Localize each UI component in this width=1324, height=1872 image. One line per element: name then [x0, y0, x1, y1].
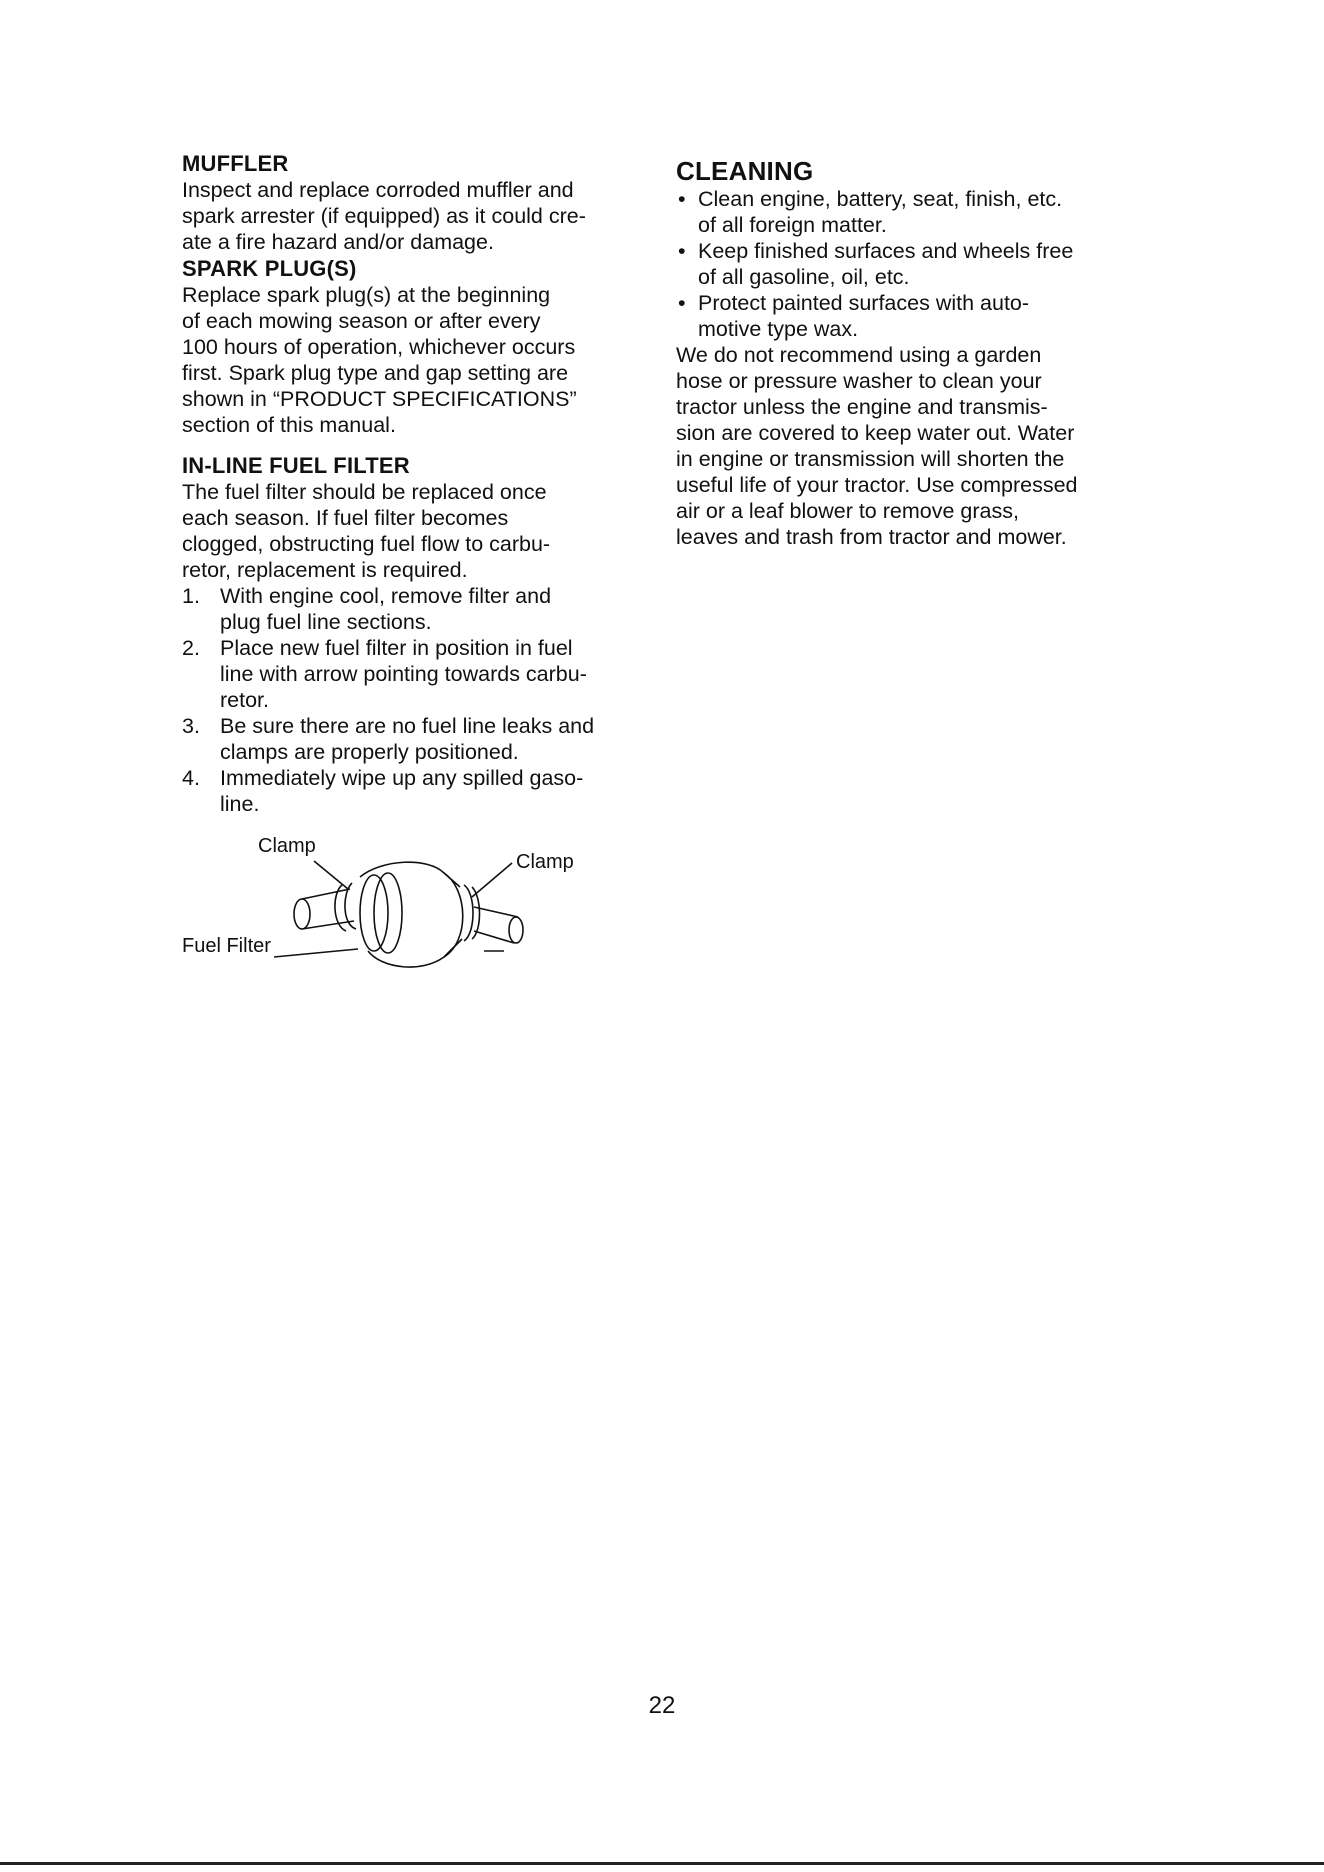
bullet-line: motive type wax.: [698, 317, 859, 341]
spark-plug-line: first. Spark plug type and gap setting are: [182, 361, 569, 385]
bullet-line: Keep finished surfaces and wheels free: [698, 239, 1074, 263]
spark-plug-line: Replace spark plug(s) at the beginning: [182, 283, 551, 307]
cleaning-line: sion are covered to keep water out. Water: [676, 421, 1075, 445]
muffler-heading: MUFFLER: [182, 151, 289, 176]
bullet-line: Clean engine, battery, seat, finish, etc.: [698, 187, 1063, 211]
step-item: [182, 713, 652, 765]
spark-plug-line: section of this manual.: [182, 413, 396, 437]
step-item: [182, 635, 652, 713]
fuel-filter-line: clogged, obstructing fuel flow to carbu-: [182, 532, 551, 556]
spark-plug-line: of each mowing season or after every: [182, 309, 541, 333]
spark-plug-heading: SPARK PLUG(S): [182, 256, 357, 281]
cleaning-line: leaves and trash from tractor and mower.: [676, 525, 1067, 549]
bullet-line: of all foreign matter.: [698, 213, 887, 237]
spark-plug-line: 100 hours of operation, whichever occurs: [182, 335, 576, 359]
fuel-filter-line: retor, replacement is required.: [182, 558, 468, 582]
bullet-icon: •: [678, 187, 686, 211]
step-number: 3.: [182, 714, 200, 738]
fuel-filter-diagram: [182, 833, 642, 973]
cleaning-line: hose or pressure washer to clean your: [676, 369, 1042, 393]
step-line: line.: [220, 792, 260, 816]
spark-plug-line: shown in “PRODUCT SPECIFICATIONS”: [182, 387, 577, 411]
fuel-filter-line: The fuel filter should be replaced once: [182, 480, 547, 504]
clamp-left-label: Clamp: [258, 835, 316, 857]
cleaning-heading: CLEANING: [676, 156, 814, 186]
muffler-line: spark arrester (if equipped) as it could cre-: [182, 204, 586, 228]
step-number: 4.: [182, 766, 200, 790]
fuel-filter-heading: IN-LINE FUEL FILTER: [182, 453, 410, 478]
muffler-line: ate a fire hazard and/or damage.: [182, 230, 494, 254]
step-line: line with arrow pointing towards carbu-: [220, 662, 587, 686]
clamp-right-label: Clamp: [516, 851, 574, 873]
bullet-icon: •: [678, 239, 686, 263]
step-line: clamps are properly positioned.: [220, 740, 519, 764]
fuel-filter-label: Fuel Filter: [182, 935, 271, 957]
right-column: [676, 150, 1156, 550]
cleaning-bullets: [676, 186, 1156, 342]
cleaning-line: tractor unless the engine and transmis-: [676, 395, 1048, 419]
step-item: [182, 765, 652, 817]
bullet-item: [676, 290, 1156, 342]
fuel-filter-steps: [182, 583, 652, 817]
cleaning-line: We do not recommend using a garden: [676, 343, 1042, 367]
muffler-line: Inspect and replace corroded muffler and: [182, 178, 574, 202]
step-line: Place new fuel filter in position in fuel: [220, 636, 573, 660]
page-number: 22: [648, 1692, 676, 1719]
cleaning-line: in engine or transmission will shorten the: [676, 447, 1065, 471]
step-item: [182, 583, 652, 635]
step-line: With engine cool, remove filter and: [220, 584, 552, 608]
step-line: plug fuel line sections.: [220, 610, 432, 634]
bullet-item: [676, 238, 1156, 290]
left-column: [182, 150, 652, 973]
cleaning-line: air or a leaf blower to remove grass,: [676, 499, 1019, 523]
cleaning-line: useful life of your tractor. Use compressed: [676, 473, 1078, 497]
bullet-line: of all gasoline, oil, etc.: [698, 265, 910, 289]
step-line: Immediately wipe up any spilled gaso-: [220, 766, 584, 790]
fuel-filter-line: each season. If fuel filter becomes: [182, 506, 509, 530]
bullet-item: [676, 186, 1156, 238]
bullet-line: Protect painted surfaces with auto-: [698, 291, 1030, 315]
step-number: 2.: [182, 636, 200, 660]
step-line: Be sure there are no fuel line leaks and: [220, 714, 595, 738]
step-line: retor.: [220, 688, 269, 712]
step-number: 1.: [182, 584, 200, 608]
bullet-icon: •: [678, 291, 686, 315]
bottom-divider: [0, 1862, 1324, 1865]
